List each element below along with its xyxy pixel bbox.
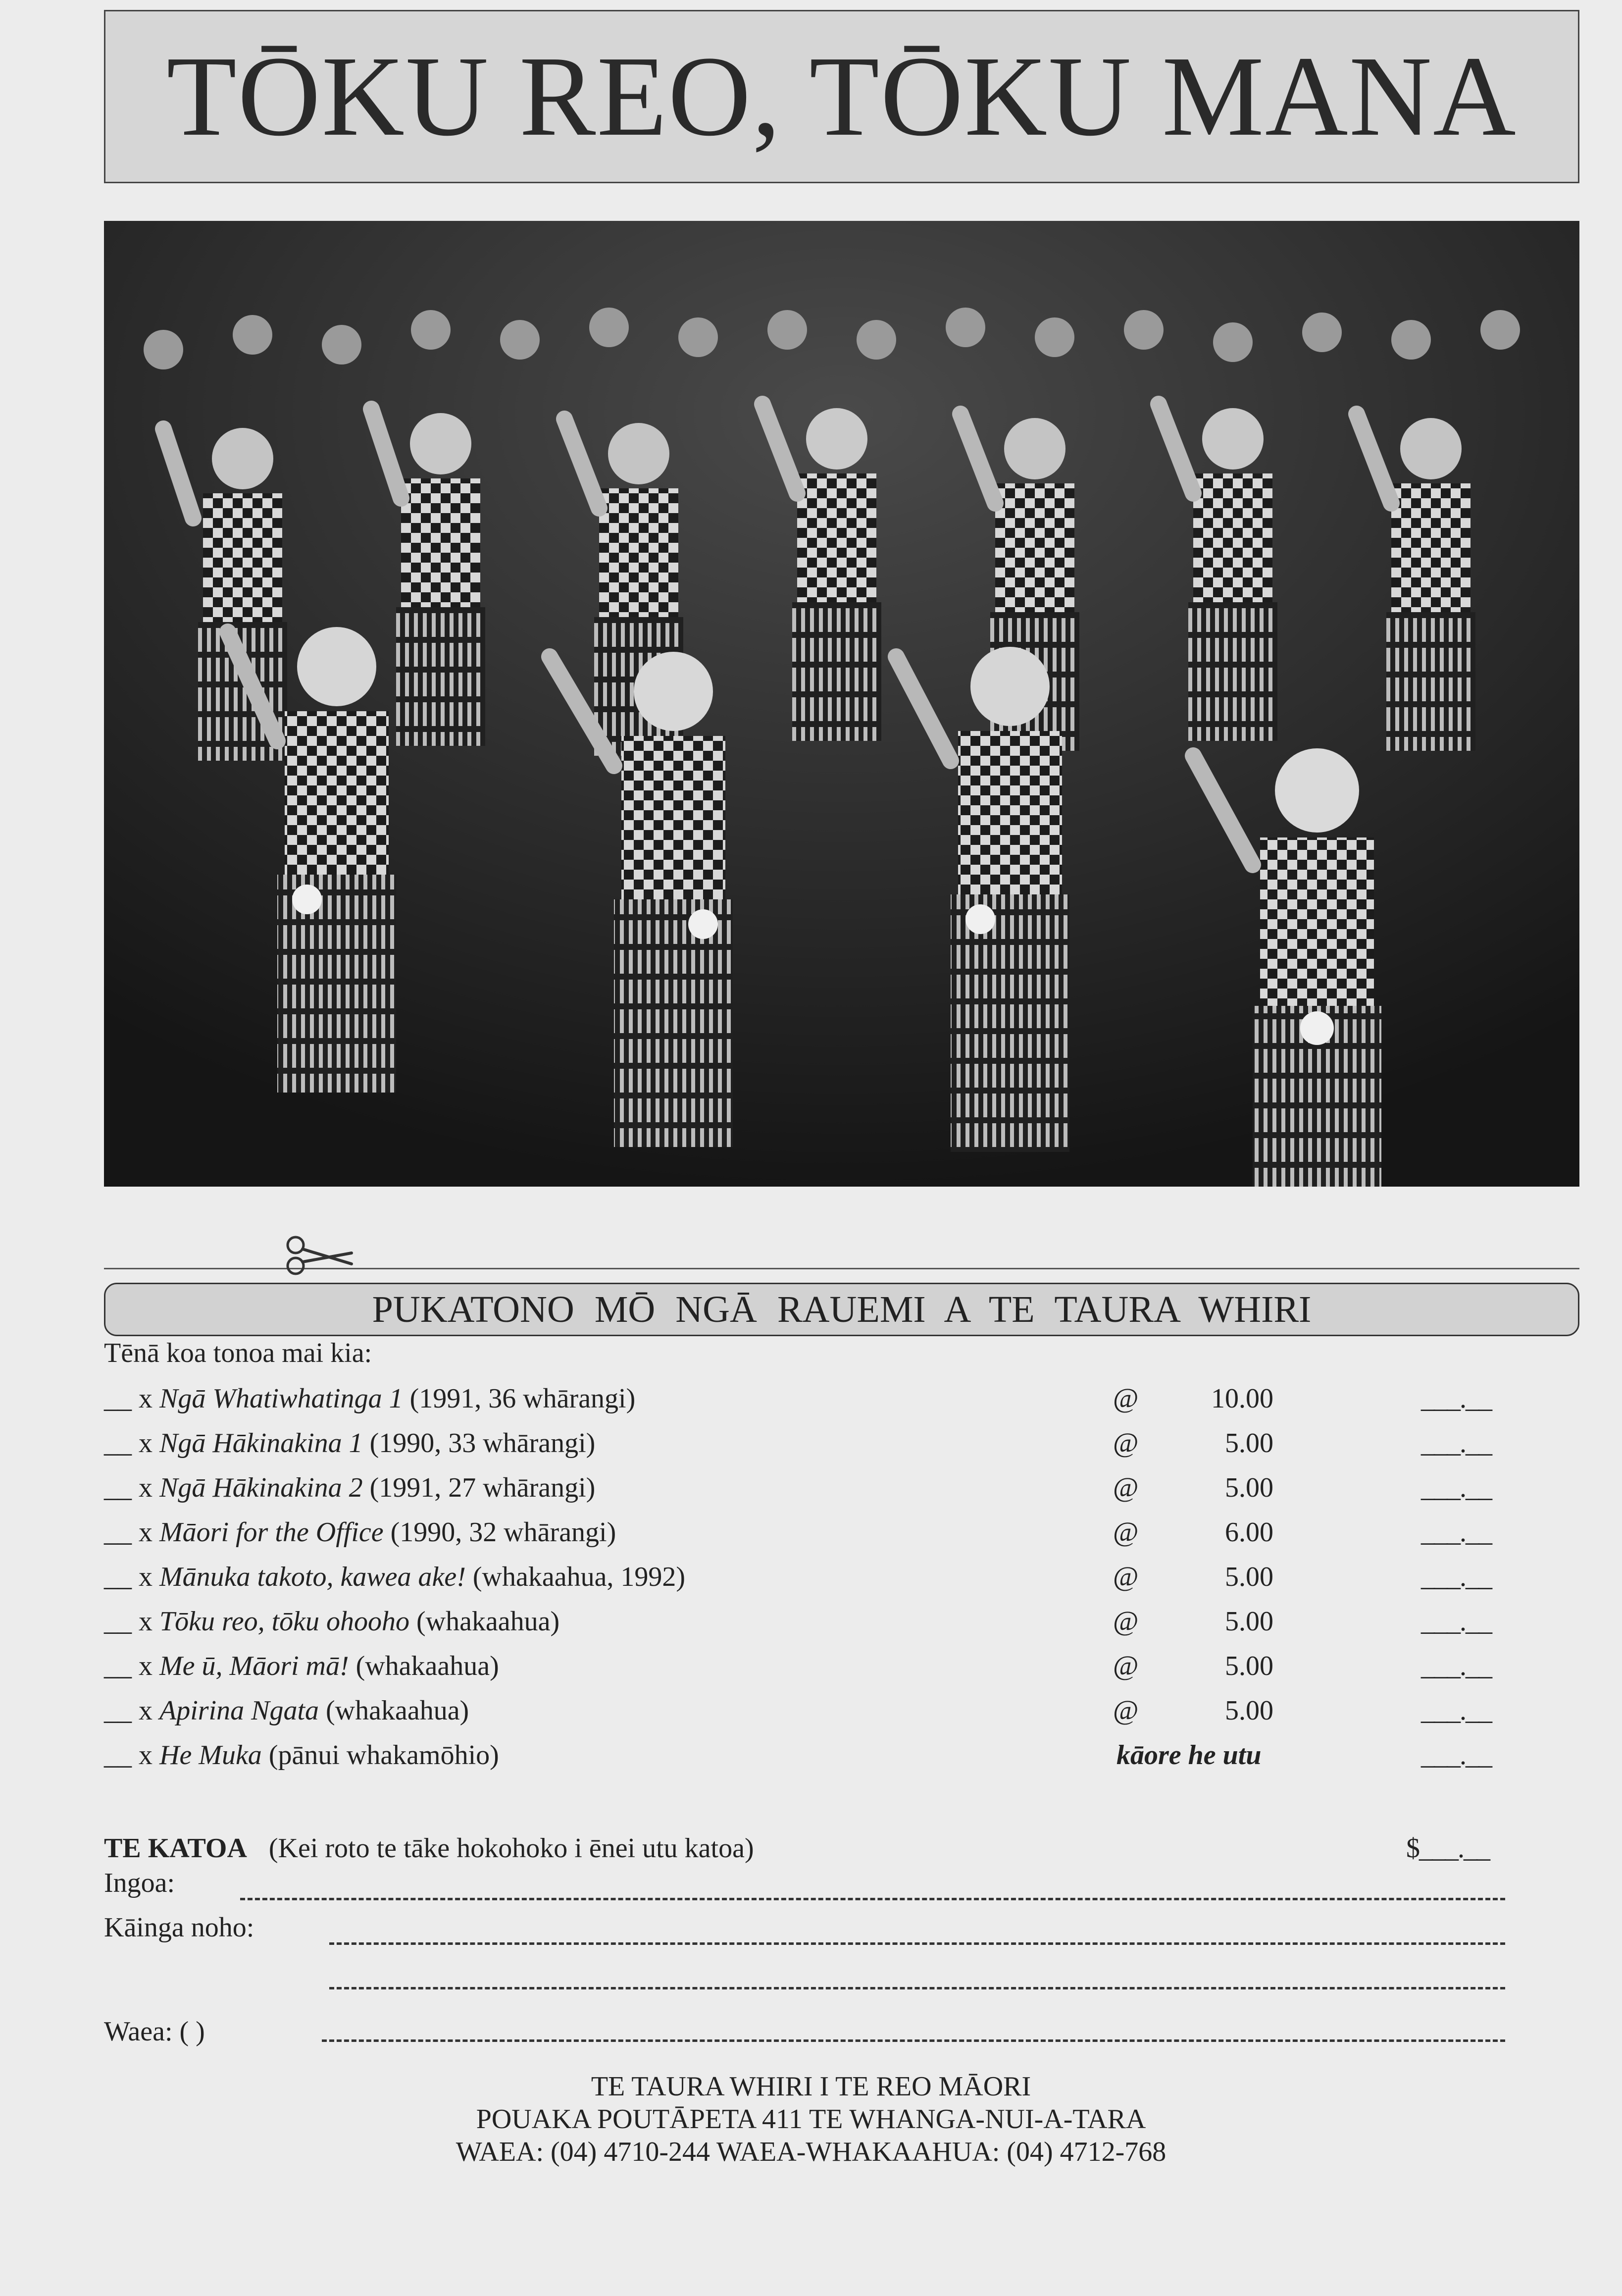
order-row — [104, 1695, 1540, 1739]
item-amount-field[interactable]: ___.__ — [1421, 1695, 1491, 1726]
order-item-description — [104, 1650, 499, 1682]
order-item-description — [104, 1472, 595, 1504]
item-price: 5.00 — [1225, 1606, 1273, 1637]
footer-postal-address: POUAKA POUTĀPETA 411 TE WHANGA-NUI-A-TARA — [476, 2104, 1146, 2135]
item-amount-field[interactable]: ___.__ — [1421, 1606, 1491, 1637]
order-row — [104, 1561, 1540, 1606]
order-item-description — [104, 1739, 499, 1771]
order-row — [104, 1606, 1540, 1650]
item-at-symbol: @ — [1113, 1695, 1139, 1726]
item-price: 5.00 — [1225, 1651, 1273, 1681]
item-title: Tōku reo, tōku ohooho — [159, 1606, 409, 1637]
item-at-symbol: @ — [1113, 1472, 1139, 1503]
item-no-cost: kāore he utu — [1116, 1740, 1262, 1771]
item-price: 5.00 — [1225, 1695, 1273, 1726]
item-at-symbol: @ — [1113, 1383, 1139, 1414]
item-detail: (whakaahua) — [319, 1695, 469, 1726]
total-note: (Kei roto te tāke hokohoko i ēnei utu katoa) — [268, 1833, 754, 1864]
total-label: TE KATOA — [104, 1833, 247, 1864]
quantity-field[interactable]: __ x — [104, 1695, 159, 1726]
item-title: Māori for the Office — [159, 1517, 384, 1548]
order-item-description — [104, 1427, 595, 1459]
footer-phone-fax: WAEA: (04) 4710-244 WAEA-WHAKAAHUA: (04) 4712-768 — [456, 2137, 1166, 2167]
item-price: 5.00 — [1225, 1428, 1273, 1459]
quantity-field[interactable]: __ x — [104, 1651, 159, 1681]
order-row — [104, 1650, 1540, 1695]
title-banner — [104, 10, 1579, 183]
order-item-description — [104, 1561, 685, 1593]
performers-photo — [104, 221, 1579, 1187]
name-label: Ingoa: — [104, 1868, 175, 1898]
item-at-symbol: @ — [1113, 1562, 1139, 1592]
item-title: Ngā Hākinakina 2 — [159, 1472, 363, 1503]
order-row — [104, 1472, 1540, 1516]
item-price: 10.00 — [1211, 1383, 1273, 1414]
address-field-line-2[interactable] — [329, 1987, 1505, 1989]
order-item-description — [104, 1516, 616, 1548]
item-title: Ngā Hākinakina 1 — [159, 1428, 363, 1459]
order-row — [104, 1427, 1540, 1472]
item-at-symbol: @ — [1113, 1517, 1139, 1548]
item-title: Mānuka takoto, kawea ake! — [159, 1562, 466, 1592]
item-detail: (1990, 32 whārangi) — [383, 1517, 616, 1548]
item-price: 5.00 — [1225, 1562, 1273, 1592]
item-at-symbol: @ — [1113, 1651, 1139, 1681]
item-title: Ngā Whatiwhatinga 1 — [159, 1383, 403, 1414]
order-item-description — [104, 1606, 559, 1637]
item-title: He Muka — [159, 1740, 262, 1771]
item-detail: (pānui whakamōhio) — [261, 1740, 499, 1771]
name-field[interactable] — [240, 1898, 1505, 1900]
quantity-field[interactable]: __ x — [104, 1562, 159, 1592]
scissors-icon — [285, 1233, 354, 1278]
item-price: 5.00 — [1225, 1472, 1273, 1503]
total-row — [104, 1832, 1540, 1864]
item-at-symbol: @ — [1113, 1428, 1139, 1459]
item-title: Apirina Ngata — [159, 1695, 319, 1726]
item-amount-field[interactable]: ___.__ — [1421, 1651, 1491, 1681]
order-row — [104, 1739, 1540, 1784]
item-title: Me ū, Māori mā! — [159, 1651, 349, 1681]
quantity-field[interactable]: __ x — [104, 1517, 159, 1548]
item-amount-field[interactable]: ___.__ — [1421, 1562, 1491, 1592]
item-detail: (1991, 36 whārangi) — [403, 1383, 636, 1414]
quantity-field[interactable]: __ x — [104, 1428, 159, 1459]
item-detail: (1991, 27 whārangi) — [362, 1472, 596, 1503]
order-intro: Tēnā koa tonoa mai kia: — [104, 1338, 372, 1368]
address-field-line-1[interactable] — [329, 1942, 1505, 1945]
order-item-description — [104, 1695, 469, 1726]
total-amount-field[interactable]: $___.__ — [1406, 1833, 1489, 1864]
quantity-field[interactable]: __ x — [104, 1606, 159, 1637]
footer-address — [0, 2070, 1622, 2168]
address-label: Kāinga noho: — [104, 1912, 254, 1943]
item-amount-field[interactable]: ___.__ — [1421, 1428, 1491, 1459]
order-row — [104, 1516, 1540, 1561]
quantity-field[interactable]: __ x — [104, 1472, 159, 1503]
item-detail: (whakaahua, 1992) — [465, 1562, 686, 1592]
quantity-field[interactable]: __ x — [104, 1740, 159, 1771]
item-amount-field[interactable]: ___.__ — [1421, 1517, 1491, 1548]
order-item-description — [104, 1383, 635, 1414]
photo-kapa-haka-performers-icon — [104, 221, 1579, 1187]
footer-organisation: TE TAURA WHIRI I TE REO MĀORI — [591, 2071, 1031, 2102]
order-row — [104, 1383, 1540, 1427]
phone-label: Waea: ( ) — [104, 2016, 205, 2047]
item-at-symbol: @ — [1113, 1606, 1139, 1637]
item-amount-field[interactable]: ___.__ — [1421, 1740, 1491, 1771]
item-price: 6.00 — [1225, 1517, 1273, 1548]
order-list — [104, 1383, 1540, 1784]
quantity-field[interactable]: __ x — [104, 1383, 159, 1414]
item-amount-field[interactable]: ___.__ — [1421, 1383, 1491, 1414]
order-form-header — [104, 1283, 1579, 1336]
item-amount-field[interactable]: ___.__ — [1421, 1472, 1491, 1503]
page-title: TŌKU REO, TŌKU MANA — [166, 33, 1517, 160]
phone-field[interactable] — [322, 2039, 1505, 2042]
item-detail: (whakaahua) — [409, 1606, 560, 1637]
item-detail: (whakaahua) — [349, 1651, 499, 1681]
order-form-title: PUKATONO MŌ NGĀ RAUEMI A TE TAURA WHIRI — [372, 1288, 1312, 1330]
item-detail: (1990, 33 whārangi) — [362, 1428, 596, 1459]
